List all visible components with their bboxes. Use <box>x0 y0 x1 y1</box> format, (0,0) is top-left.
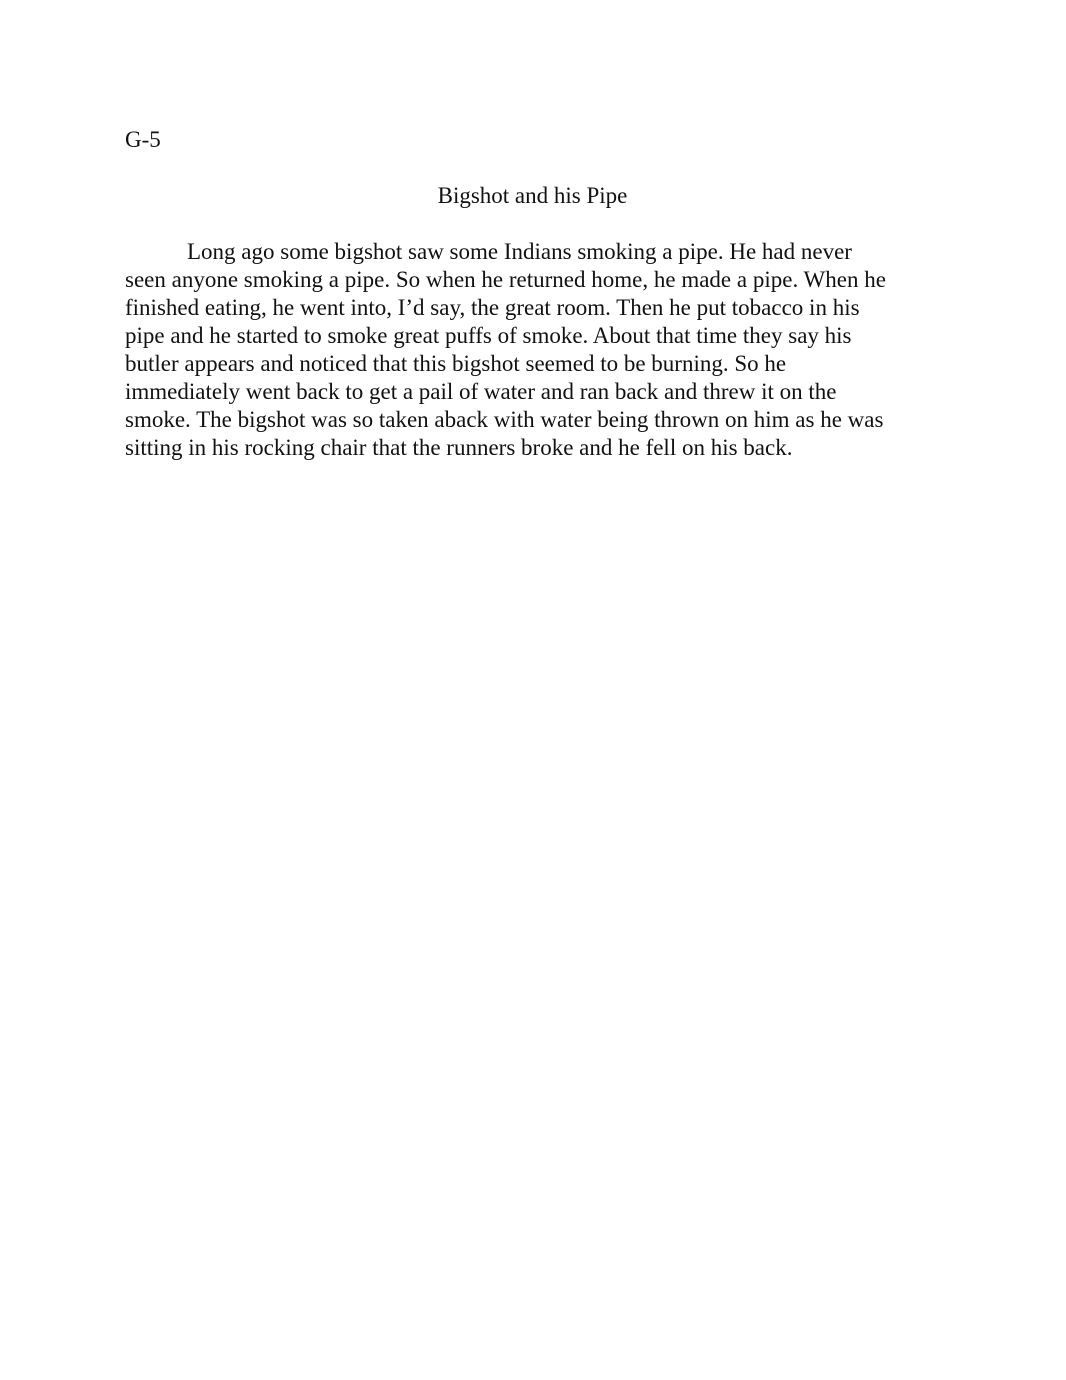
paragraph-line: Long ago some bigshot saw some Indians smoking a pipe. He had never <box>187 239 852 264</box>
paragraph-line: butler appears and noticed that this bigshot seemed to be burning. So he <box>125 351 787 376</box>
paragraph-line: smoke. The bigshot was so taken aback with water being thrown on him as he was <box>125 407 884 432</box>
story-paragraph <box>125 238 940 462</box>
paragraph-line: finished eating, he went into, I’d say, the great room. Then he put tobacco in his <box>125 295 860 320</box>
paragraph-line: immediately went back to get a pail of water and ran back and threw it on the <box>125 379 837 404</box>
story-title: Bigshot and his Pipe <box>437 183 628 208</box>
paragraph-line: seen anyone smoking a pipe. So when he returned home, he made a pipe. When he <box>125 267 886 292</box>
paragraph-line: pipe and he started to smoke great puffs of smoke. About that time they say his <box>125 323 852 348</box>
page-code: G-5 <box>125 127 161 152</box>
paragraph-line: sitting in his rocking chair that the runners broke and he fell on his back. <box>125 435 793 460</box>
